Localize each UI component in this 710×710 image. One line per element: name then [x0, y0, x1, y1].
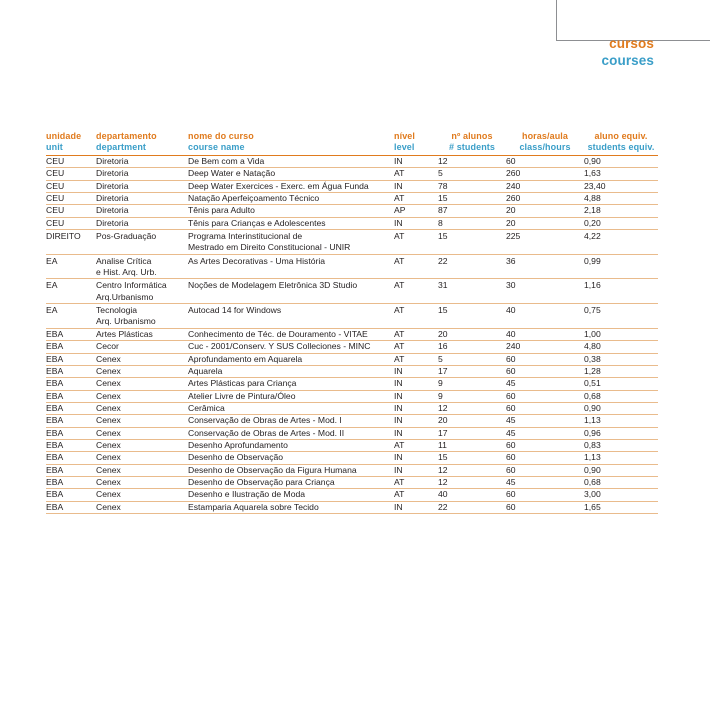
- table-row: [46, 427, 658, 439]
- cell-hours-cont: [506, 292, 584, 304]
- table-row: [46, 304, 658, 317]
- cell-equiv: 3,00: [584, 489, 658, 501]
- cell-level: AT: [394, 439, 438, 451]
- table-row: [46, 378, 658, 390]
- table-row: [46, 180, 658, 192]
- cell-department: Diretoria: [96, 180, 188, 192]
- cell-department: Cenex: [96, 402, 188, 414]
- cell-unit: CEU: [46, 156, 96, 168]
- cell-level: AT: [394, 305, 405, 316]
- header-unit-en: unit: [46, 142, 96, 156]
- cell-equiv: 2,18: [584, 205, 658, 217]
- cell-unit: EBA: [46, 439, 96, 451]
- cell-department: Diretoria: [96, 156, 188, 168]
- cell-course-name: Atelier Livre de Pintura/Óleo: [188, 390, 394, 402]
- cell-hours: 60: [506, 402, 584, 414]
- cell-unit: EBA: [46, 427, 96, 439]
- cell-equiv: 0,83: [584, 439, 658, 451]
- cell-level: AT: [394, 341, 438, 353]
- cell-course-name: Natação Aperfeiçoamento Técnico: [188, 193, 394, 205]
- table-row: [46, 341, 658, 353]
- cell-equiv-cont: [584, 292, 658, 304]
- cell-unit-cont: [46, 267, 96, 279]
- cell-equiv: 0,90: [584, 402, 658, 414]
- table-row: [46, 205, 658, 217]
- cell-level: IN: [394, 452, 438, 464]
- cell-equiv: 4,22: [584, 231, 601, 242]
- cell-hours: 20: [506, 205, 584, 217]
- cell-equiv: 1,13: [584, 452, 658, 464]
- table-row: [46, 156, 658, 168]
- cell-department: Diretoria: [96, 193, 188, 205]
- cell-equiv: 0,38: [584, 353, 658, 365]
- cell-level: IN: [394, 156, 438, 168]
- header-level-en: level: [394, 142, 438, 156]
- table-row: [46, 353, 658, 365]
- header-level-pt: nível: [394, 131, 416, 141]
- cell-course-name: Cuc - 2001/Conserv. Y SUS Colleciones - MINC: [188, 341, 394, 353]
- cell-unit: EBA: [46, 501, 96, 513]
- table-row: [46, 501, 658, 513]
- header-equiv-en: students equiv.: [584, 142, 658, 156]
- table-row: [46, 390, 658, 402]
- cell-students: 20: [438, 328, 506, 340]
- cell-department: Cecor: [96, 341, 188, 353]
- cell-unit: EBA: [46, 476, 96, 488]
- table-row: [46, 476, 658, 488]
- cell-students: 22: [438, 501, 506, 513]
- cell-level: IN: [394, 464, 438, 476]
- cell-level-cont: [394, 267, 438, 279]
- cell-hours: 60: [506, 464, 584, 476]
- table-row: [46, 415, 658, 427]
- cell-level: AT: [394, 489, 438, 501]
- cell-course-name: Tênis para Adulto: [188, 205, 394, 217]
- table-header-row-en: [46, 142, 658, 156]
- cell-students: 12: [438, 156, 506, 168]
- cell-unit: EBA: [46, 464, 96, 476]
- cell-level-cont: [394, 316, 438, 328]
- cell-students: 17: [438, 427, 506, 439]
- cell-course-name-cont: [188, 267, 394, 279]
- cell-course-name: Conservação de Obras de Artes - Mod. I: [188, 415, 394, 427]
- header-equiv-pt: aluno equiv.: [594, 131, 648, 141]
- cell-hours: 240: [506, 180, 584, 192]
- cell-hours: 60: [506, 439, 584, 451]
- cell-course-name: De Bem com a Vida: [188, 156, 394, 168]
- table-row: [46, 193, 658, 205]
- cell-students: 9: [438, 390, 506, 402]
- cell-students: 12: [438, 464, 506, 476]
- cell-department: Diretoria: [96, 205, 188, 217]
- cell-level-cont: [394, 242, 438, 254]
- cell-equiv: 0,20: [584, 217, 658, 229]
- cell-hours: 20: [506, 217, 584, 229]
- cell-equiv: 0,99: [584, 255, 601, 266]
- cell-students: 15: [438, 452, 506, 464]
- cell-students-cont: [438, 316, 506, 328]
- cell-students-cont: [438, 292, 506, 304]
- cell-equiv: 0,68: [584, 476, 658, 488]
- cell-course-name: Estamparia Aquarela sobre Tecido: [188, 501, 394, 513]
- header-students-en: # students: [438, 142, 506, 156]
- cell-department: Diretoria: [96, 217, 188, 229]
- cell-course-name: Desenho Aprofundamento: [188, 439, 394, 451]
- cell-students: 20: [438, 415, 506, 427]
- cell-students: 9: [438, 378, 506, 390]
- cell-department: Cenex: [96, 489, 188, 501]
- cell-equiv: 4,80: [584, 341, 658, 353]
- cell-unit: EBA: [46, 415, 96, 427]
- cell-department: Cenex: [96, 415, 188, 427]
- cell-equiv: 1,16: [584, 280, 601, 291]
- table-row: [46, 464, 658, 476]
- cell-course-name: As Artes Decorativas - Uma História: [188, 255, 326, 266]
- header-dept-pt: departamento: [96, 131, 157, 141]
- cell-department: Artes Plásticas: [96, 328, 188, 340]
- cell-unit: EBA: [46, 341, 96, 353]
- cell-level: AT: [394, 168, 438, 180]
- table-row-continuation: [46, 316, 658, 328]
- cell-equiv: 1,65: [584, 501, 658, 513]
- cell-level: AT: [394, 476, 438, 488]
- cell-course-name: Conservação de Obras de Artes - Mod. II: [188, 427, 394, 439]
- cell-course-name: Desenho de Observação da Figura Humana: [188, 464, 394, 476]
- cell-students: 12: [438, 402, 506, 414]
- cell-students: 11: [438, 439, 506, 451]
- cell-department: Cenex: [96, 439, 188, 451]
- cell-hours-cont: [506, 242, 584, 254]
- cell-level: IN: [394, 180, 438, 192]
- table-row-continuation: [46, 267, 658, 279]
- cell-equiv: 0,68: [584, 390, 658, 402]
- cell-department: Diretoria: [96, 168, 188, 180]
- cell-department: Cenex: [96, 353, 188, 365]
- header-students-pt: nº alunos: [451, 131, 493, 141]
- cell-hours: 45: [506, 427, 584, 439]
- cell-department: Cenex: [96, 378, 188, 390]
- cell-students: 22: [438, 255, 448, 266]
- cell-department: Cenex: [96, 427, 188, 439]
- cell-unit: EBA: [46, 452, 96, 464]
- courses-table-wrapper: [46, 131, 658, 514]
- cell-hours: 40: [506, 305, 516, 316]
- cell-students: 12: [438, 476, 506, 488]
- header-unit-pt: unidade: [46, 131, 82, 141]
- cell-course-name: Tênis para Crianças e Adolescentes: [188, 217, 394, 229]
- cell-students: 78: [438, 180, 506, 192]
- cell-unit: CEU: [46, 168, 96, 180]
- cell-hours: 260: [506, 193, 584, 205]
- cell-course-name: Desenho de Observação: [188, 452, 394, 464]
- cell-course-name: Noções de Modelagem Eletrônica 3D Studio: [188, 280, 358, 291]
- cell-course-name: Aprofundamento em Aquarela: [188, 353, 394, 365]
- cell-unit: EBA: [46, 378, 96, 390]
- cell-level: IN: [394, 415, 438, 427]
- cell-course-name: Deep Water e Natação: [188, 168, 394, 180]
- cell-unit: CEU: [46, 193, 96, 205]
- cell-hours: 60: [506, 353, 584, 365]
- cell-course-name: Deep Water Exercices - Exerc. em Água Funda: [188, 180, 394, 192]
- cell-level: IN: [394, 390, 438, 402]
- cell-level: AT: [394, 353, 438, 365]
- courses-table: [46, 131, 658, 514]
- cell-equiv: 0,75: [584, 305, 601, 316]
- table-row: [46, 365, 658, 377]
- cell-department-cont: Arq. Urbanismo: [96, 316, 188, 328]
- cell-unit: CEU: [46, 217, 96, 229]
- table-header: [46, 131, 658, 156]
- cell-course-name: Autocad 14 for Windows: [188, 305, 282, 316]
- cell-hours: 260: [506, 168, 584, 180]
- cell-equiv: 1,00: [584, 328, 658, 340]
- cell-department: Centro Informática: [96, 280, 167, 291]
- table-row: [46, 489, 658, 501]
- table-row: [46, 254, 658, 267]
- table-row: [46, 402, 658, 414]
- header-vertical-rule: [556, 0, 557, 40]
- cell-level: AT: [394, 231, 405, 242]
- cell-hours: 225: [506, 231, 521, 242]
- cell-hours: 60: [506, 452, 584, 464]
- cell-course-name-cont: Mestrado em Direito Constitucional - UNIR: [188, 242, 394, 254]
- cell-department: Cenex: [96, 452, 188, 464]
- table-row: [46, 168, 658, 180]
- cell-course-name: Desenho de Observação para Criança: [188, 476, 394, 488]
- cell-unit: EBA: [46, 390, 96, 402]
- page-title-en: courses: [601, 52, 654, 68]
- header-hours-en: class/hours: [506, 142, 584, 156]
- cell-department-cont: e Hist. Arq. Urb.: [96, 267, 188, 279]
- cell-hours-cont: [506, 267, 584, 279]
- cell-unit: CEU: [46, 180, 96, 192]
- cell-level: AT: [394, 255, 405, 266]
- cell-course-name: Cerâmica: [188, 402, 394, 414]
- cell-students: 8: [438, 217, 506, 229]
- cell-unit: EA: [46, 280, 58, 291]
- cell-hours: 60: [506, 365, 584, 377]
- cell-level: IN: [394, 402, 438, 414]
- cell-course-name: Artes Plásticas para Criança: [188, 378, 394, 390]
- cell-department-cont: [96, 242, 188, 254]
- cell-level: IN: [394, 378, 438, 390]
- cell-unit: EA: [46, 255, 58, 266]
- table-row: [46, 452, 658, 464]
- cell-course-name: Programa Interinstitucional de: [188, 231, 303, 242]
- cell-hours: 36: [506, 255, 516, 266]
- table-row: [46, 328, 658, 340]
- cell-hours: 30: [506, 280, 516, 291]
- cell-department: Cenex: [96, 365, 188, 377]
- cell-equiv-cont: [584, 242, 658, 254]
- cell-hours: 45: [506, 415, 584, 427]
- table-row-continuation: [46, 242, 658, 254]
- cell-students: 31: [438, 280, 448, 291]
- cell-course-name-cont: [188, 316, 394, 328]
- cell-hours: 40: [506, 328, 584, 340]
- table-row-continuation: [46, 292, 658, 304]
- cell-equiv: 1,13: [584, 415, 658, 427]
- header-name-en: course name: [188, 142, 394, 156]
- cell-students: 15: [438, 305, 448, 316]
- cell-department: Cenex: [96, 464, 188, 476]
- cell-equiv: 1,28: [584, 365, 658, 377]
- cell-department: Cenex: [96, 390, 188, 402]
- cell-department: Cenex: [96, 476, 188, 488]
- cell-level: IN: [394, 427, 438, 439]
- cell-students: 17: [438, 365, 506, 377]
- cell-students: 15: [438, 231, 448, 242]
- cell-level: AP: [394, 205, 438, 217]
- table-header-row-pt: [46, 131, 658, 142]
- cell-equiv: 4,88: [584, 193, 658, 205]
- cell-students-cont: [438, 242, 506, 254]
- cell-department-cont: Arq.Urbanismo: [96, 292, 188, 304]
- table-row: [46, 230, 658, 243]
- cell-hours: 240: [506, 341, 584, 353]
- cell-equiv-cont: [584, 316, 658, 328]
- header-name-pt: nome do curso: [188, 131, 254, 141]
- cell-hours: 60: [506, 390, 584, 402]
- cell-department: Analise Crítica: [96, 255, 152, 266]
- cell-students: 5: [438, 168, 506, 180]
- cell-level: AT: [394, 193, 438, 205]
- header-hours-pt: horas/aula: [521, 131, 569, 141]
- cell-unit: EBA: [46, 489, 96, 501]
- cell-equiv-cont: [584, 267, 658, 279]
- cell-department: Cenex: [96, 501, 188, 513]
- cell-equiv: 0,51: [584, 378, 658, 390]
- cell-equiv: 0,90: [584, 464, 658, 476]
- cell-equiv: 0,96: [584, 427, 658, 439]
- table-row: [46, 217, 658, 229]
- cell-students: 5: [438, 353, 506, 365]
- cell-level: IN: [394, 365, 438, 377]
- cell-level: AT: [394, 328, 438, 340]
- cell-equiv: 1,63: [584, 168, 658, 180]
- cell-unit-cont: [46, 242, 96, 254]
- cell-unit-cont: [46, 316, 96, 328]
- cell-hours: 60: [506, 156, 584, 168]
- cell-equiv: 23,40: [584, 180, 658, 192]
- cell-unit: EBA: [46, 365, 96, 377]
- cell-hours: 45: [506, 378, 584, 390]
- cell-course-name: Aquarela: [188, 365, 394, 377]
- cell-hours: 60: [506, 501, 584, 513]
- cell-students: 16: [438, 341, 506, 353]
- cell-level: IN: [394, 501, 438, 513]
- cell-unit: EBA: [46, 328, 96, 340]
- cell-department: Tecnologia: [96, 305, 138, 316]
- cell-hours-cont: [506, 316, 584, 328]
- cell-unit: EBA: [46, 353, 96, 365]
- cell-unit-cont: [46, 292, 96, 304]
- page-title: [602, 36, 654, 70]
- cell-unit: EBA: [46, 402, 96, 414]
- header-dept-en: department: [96, 142, 188, 156]
- cell-students: 40: [438, 489, 506, 501]
- cell-department: Pos-Graduação: [96, 231, 157, 242]
- cell-students: 87: [438, 205, 506, 217]
- table-row: [46, 439, 658, 451]
- cell-unit: DIREITO: [46, 231, 81, 242]
- cell-course-name: Conhecimento de Téc. de Douramento - VITAE: [188, 328, 394, 340]
- cell-hours: 60: [506, 489, 584, 501]
- table-body: [46, 156, 658, 514]
- page-title-pt: cursos: [609, 36, 654, 51]
- cell-unit: CEU: [46, 205, 96, 217]
- cell-hours: 45: [506, 476, 584, 488]
- cell-equiv: 0,90: [584, 156, 658, 168]
- cell-course-name: Desenho e Ilustração de Moda: [188, 489, 394, 501]
- cell-level: AT: [394, 280, 405, 291]
- cell-course-name-cont: [188, 292, 394, 304]
- cell-students-cont: [438, 267, 506, 279]
- table-row: [46, 279, 658, 292]
- cell-unit: EA: [46, 305, 58, 316]
- cell-level-cont: [394, 292, 438, 304]
- cell-students: 15: [438, 193, 506, 205]
- cell-level: IN: [394, 217, 438, 229]
